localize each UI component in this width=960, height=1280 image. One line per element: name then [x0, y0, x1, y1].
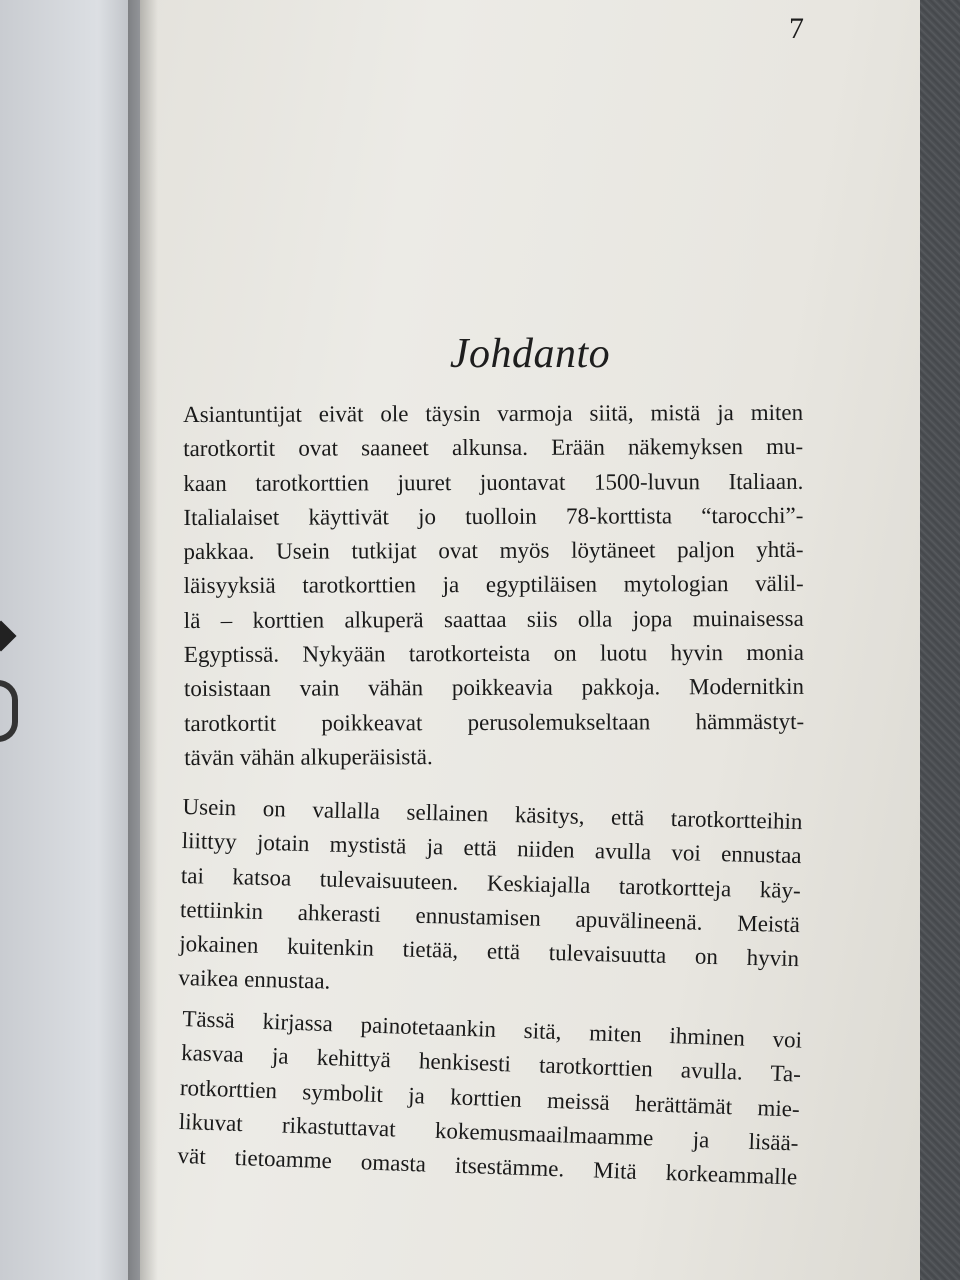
cropped-letter-glyph — [0, 680, 18, 742]
book-page — [140, 0, 920, 1280]
text-line: likuvat rikastuttavat kokemusmaailmaamme ja lisää- — [178, 1108, 799, 1156]
text-line: Usein on vallalla sellainen käsitys, että tarotkortteihin — [182, 793, 803, 835]
text-line: Italialaiset käyttivät jo tuolloin 78-korttista “tarocchi”- — [183, 502, 804, 530]
text-line: kasvaa ja kehittyä henkisesti tarotkorttien avulla. Ta- — [180, 1040, 802, 1087]
text-line: Tässä kirjassa painotetaankin sitä, miten ihminen voi — [181, 1005, 803, 1053]
text-line: Asiantuntijat eivät ole täysin varmoja siitä, mistä ja miten — [183, 399, 804, 427]
diamond-ornament-icon — [0, 620, 17, 651]
text-line: tettiinkin ahkerasti ennustamisen apuvälineenä. Meistä — [179, 896, 801, 937]
paragraph-2 — [178, 790, 803, 1011]
text-line: tarotkortit poikkeavat perusolemukseltaan hämmästyt- — [184, 708, 805, 736]
text-line: liittyy jotain mystistä ja että niiden avulla voi ennustaa — [181, 828, 802, 869]
text-line: tai katsoa tulevaisuuteen. Keskiajalla tarotkortteja käy- — [180, 862, 802, 903]
text-line: vaikea ennustaa. — [178, 965, 331, 995]
text-line: kaan tarotkorttien juuret juontavat 1500-luvun Italiaan. — [183, 468, 804, 496]
text-line: tävän vähän alkuperäisistä. — [184, 744, 433, 770]
page-number: 7 — [789, 12, 804, 45]
text-line: vät tietoamme omasta itsestämme. Mitä korkeammalle — [177, 1143, 798, 1190]
book-spine-shadow — [128, 0, 158, 1280]
chapter-title: Johdanto — [449, 331, 611, 377]
text-line: toisistaan vain vähän poikkeavia pakkoja. Modernitkin — [183, 674, 805, 702]
text-line: lä – korttien alkuperä saattaa siis olla jopa muinaisessa — [183, 605, 804, 633]
text-line: Egyptissä. Nykyään tarotkorteista on luotu hyvin monia — [183, 639, 804, 668]
text-line: läisyyksiä tarotkorttien ja egyptiläisen mytologian välil- — [183, 571, 804, 599]
paragraph-1 — [183, 396, 804, 775]
text-line: pakkaa. Usein tutkijat ovat myös löytäneet paljon yhtä- — [183, 537, 804, 565]
text-line: rotkorttien symbolit ja korttien meissä herättämät mie- — [179, 1074, 801, 1122]
previous-page-edge — [0, 0, 140, 1280]
text-line: tarotkortit ovat saaneet alkunsa. Erään näkemyksen mu- — [183, 434, 804, 462]
paragraph-3 — [177, 1002, 803, 1195]
text-line: jokainen kuitenkin tietää, että tulevaisuutta on hyvin — [178, 931, 800, 972]
